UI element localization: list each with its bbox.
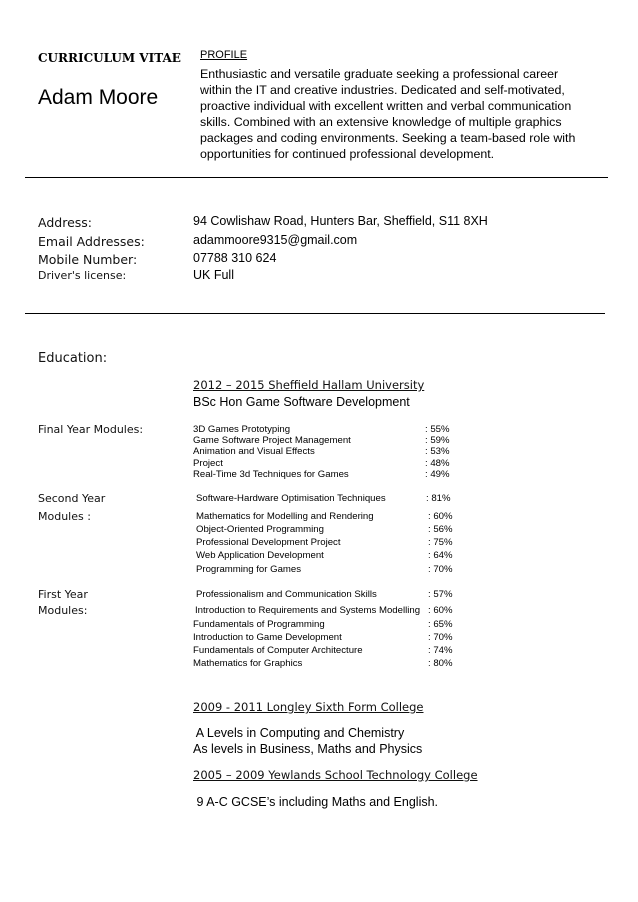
list-item: Game Software Project Management [193, 435, 351, 446]
list-item: Mathematics for Modelling and Rendering [196, 511, 374, 522]
module-score: : 70% [428, 632, 453, 643]
mobile-label: Mobile Number: [38, 252, 138, 267]
sixth-form-as-levels: As levels in Business, Maths and Physics [193, 742, 423, 756]
email-label: Email Addresses: [38, 234, 145, 249]
list-item: Programming for Games [196, 564, 302, 575]
license-label: Driver's license: [38, 269, 127, 282]
list-item: Fundamentals of Computer Architecture [193, 645, 363, 656]
list-item: Project [193, 458, 223, 469]
degree: BSc Hon Game Software Development [193, 395, 410, 409]
list-item: Professional Development Project [196, 537, 341, 548]
divider [25, 177, 608, 178]
module-score: : 81% [426, 493, 451, 504]
module-score: : 65% [428, 619, 453, 630]
module-score: : 55% [425, 424, 450, 435]
profile-text: Enthusiastic and versatile graduate seeking a professional career within the IT and creative industries. Dedicated and self-motivated, proactive individual with excellent written and verbal communication skills. Combined with an extensive knowledge of multiple graphics packages and coding environments. Seeking a team-based role with opportunities for continued professional development. [200, 67, 576, 161]
second-year-label: Second Year [38, 492, 106, 505]
second-year-label: Modules : [38, 510, 91, 523]
list-item: Introduction to Game Development [193, 632, 342, 643]
module-score: : 75% [428, 537, 453, 548]
module-score: : 48% [425, 458, 450, 469]
module-score: : 70% [428, 564, 453, 575]
divider [25, 313, 605, 314]
final-year-label: Final Year Modules: [38, 423, 144, 436]
list-item: 3D Games Prototyping [193, 424, 291, 435]
module-score: : 59% [425, 435, 450, 446]
candidate-name: Adam Moore [38, 86, 159, 109]
email-value: adammoore9315@gmail.com [193, 233, 358, 247]
module-score: : 80% [428, 658, 453, 669]
list-item: Object-Oriented Programming [196, 524, 324, 535]
module-score: : 56% [428, 524, 453, 535]
profile-heading: PROFILE [200, 49, 248, 61]
sixth-form-title: 2009 - 2011 Longley Sixth Form College [193, 700, 424, 714]
university-title: 2012 – 2015 Sheffield Hallam University [193, 378, 425, 392]
module-score: : 60% [428, 605, 453, 616]
module-score: : 64% [428, 550, 453, 561]
list-item: Web Application Development [196, 550, 324, 561]
first-year-label: Modules: [38, 604, 88, 617]
education-heading: Education: [38, 351, 108, 366]
address-value: 94 Cowlishaw Road, Hunters Bar, Sheffield, S11 8XH [193, 214, 488, 228]
license-value: UK Full [193, 268, 234, 282]
list-item: Professionalism and Communication Skills [196, 589, 377, 600]
module-score: : 53% [425, 446, 450, 457]
list-item: Fundamentals of Programming [193, 619, 325, 630]
first-year-label: First Year [38, 588, 88, 601]
module-score: : 74% [428, 645, 453, 656]
module-score: : 57% [428, 589, 453, 600]
list-item: Real-Time 3d Techniques for Games [193, 469, 349, 480]
school-gcse: 9 A-C GCSE’s including Maths and English. [193, 795, 439, 809]
module-score: : 49% [425, 469, 450, 480]
school-title: 2005 – 2009 Yewlands School Technology College [193, 768, 478, 782]
sixth-form-a-levels: A Levels in Computing and Chemistry [193, 726, 405, 740]
list-item: Animation and Visual Effects [193, 446, 315, 457]
list-item: Introduction to Requirements and Systems Modelling [195, 605, 421, 616]
module-score: : 60% [428, 511, 453, 522]
document-title: CURRICULUM VITAE [38, 51, 181, 65]
address-label: Address: [38, 215, 92, 230]
mobile-value: 07788 310 624 [193, 251, 277, 265]
list-item: Software-Hardware Optimisation Techniques [196, 493, 386, 504]
list-item: Mathematics for Graphics [193, 658, 303, 669]
